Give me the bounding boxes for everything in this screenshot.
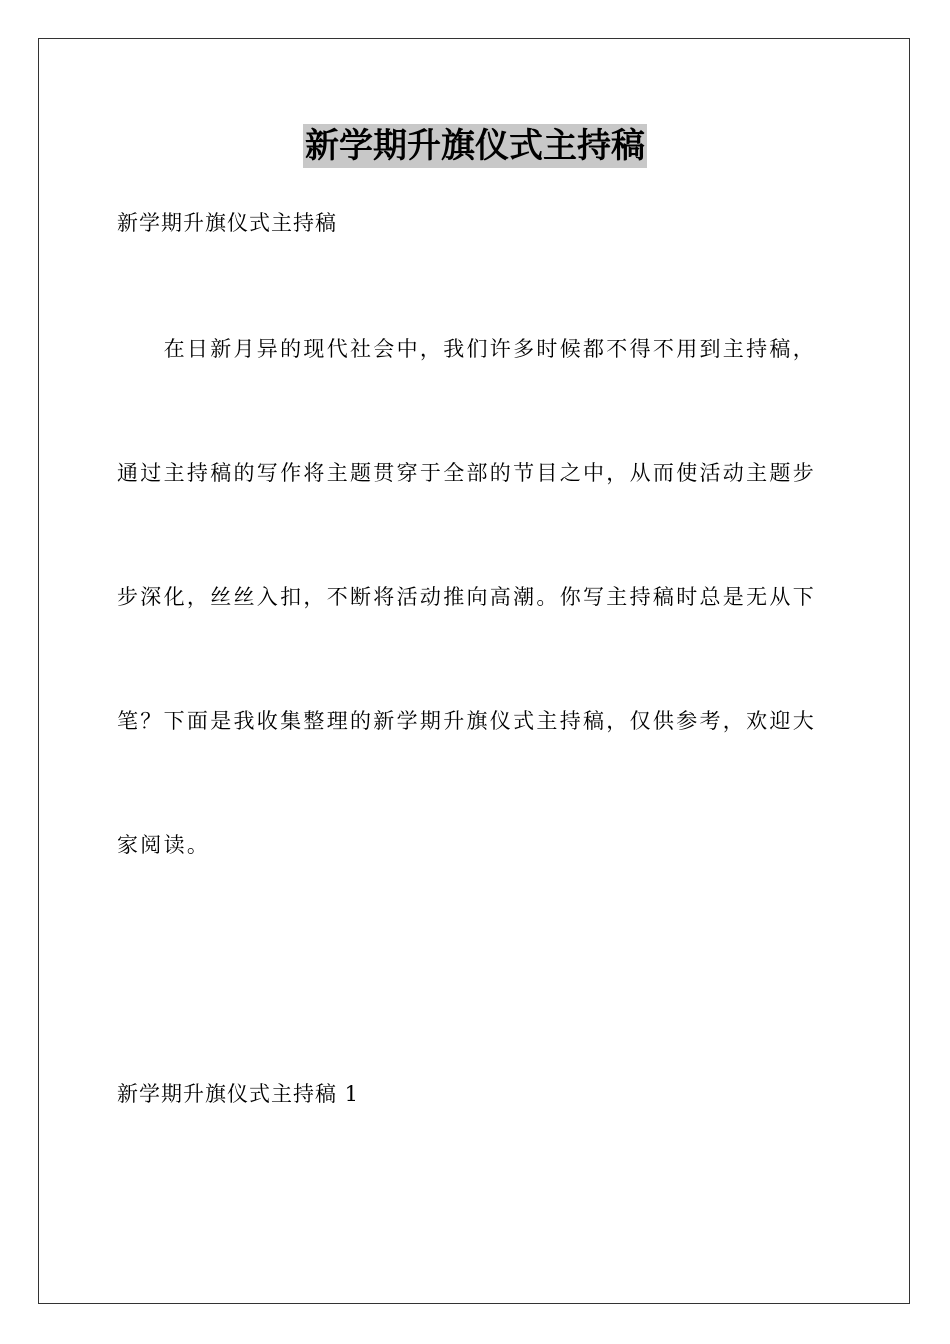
document-subtitle: 新学期升旗仪式主持稿 xyxy=(117,211,337,235)
intro-paragraph-line-1: 在日新月异的现代社会中，我们许多时候都不得不用到主持稿， xyxy=(117,337,816,361)
title-container xyxy=(0,124,950,168)
intro-paragraph-line-3: 步深化，丝丝入扣，不断将活动推向高潮。你写主持稿时总是无从下 xyxy=(117,585,816,609)
section-heading: 新学期升旗仪式主持稿 1 xyxy=(117,1082,360,1106)
document-title: 新学期升旗仪式主持稿 xyxy=(305,126,645,166)
intro-paragraph-line-4: 笔？下面是我收集整理的新学期升旗仪式主持稿，仅供参考，欢迎大 xyxy=(117,709,816,733)
intro-paragraph-line-5: 家阅读。 xyxy=(117,833,211,857)
intro-paragraph-line-2: 通过主持稿的写作将主题贯穿于全部的节目之中，从而使活动主题步 xyxy=(117,461,816,485)
